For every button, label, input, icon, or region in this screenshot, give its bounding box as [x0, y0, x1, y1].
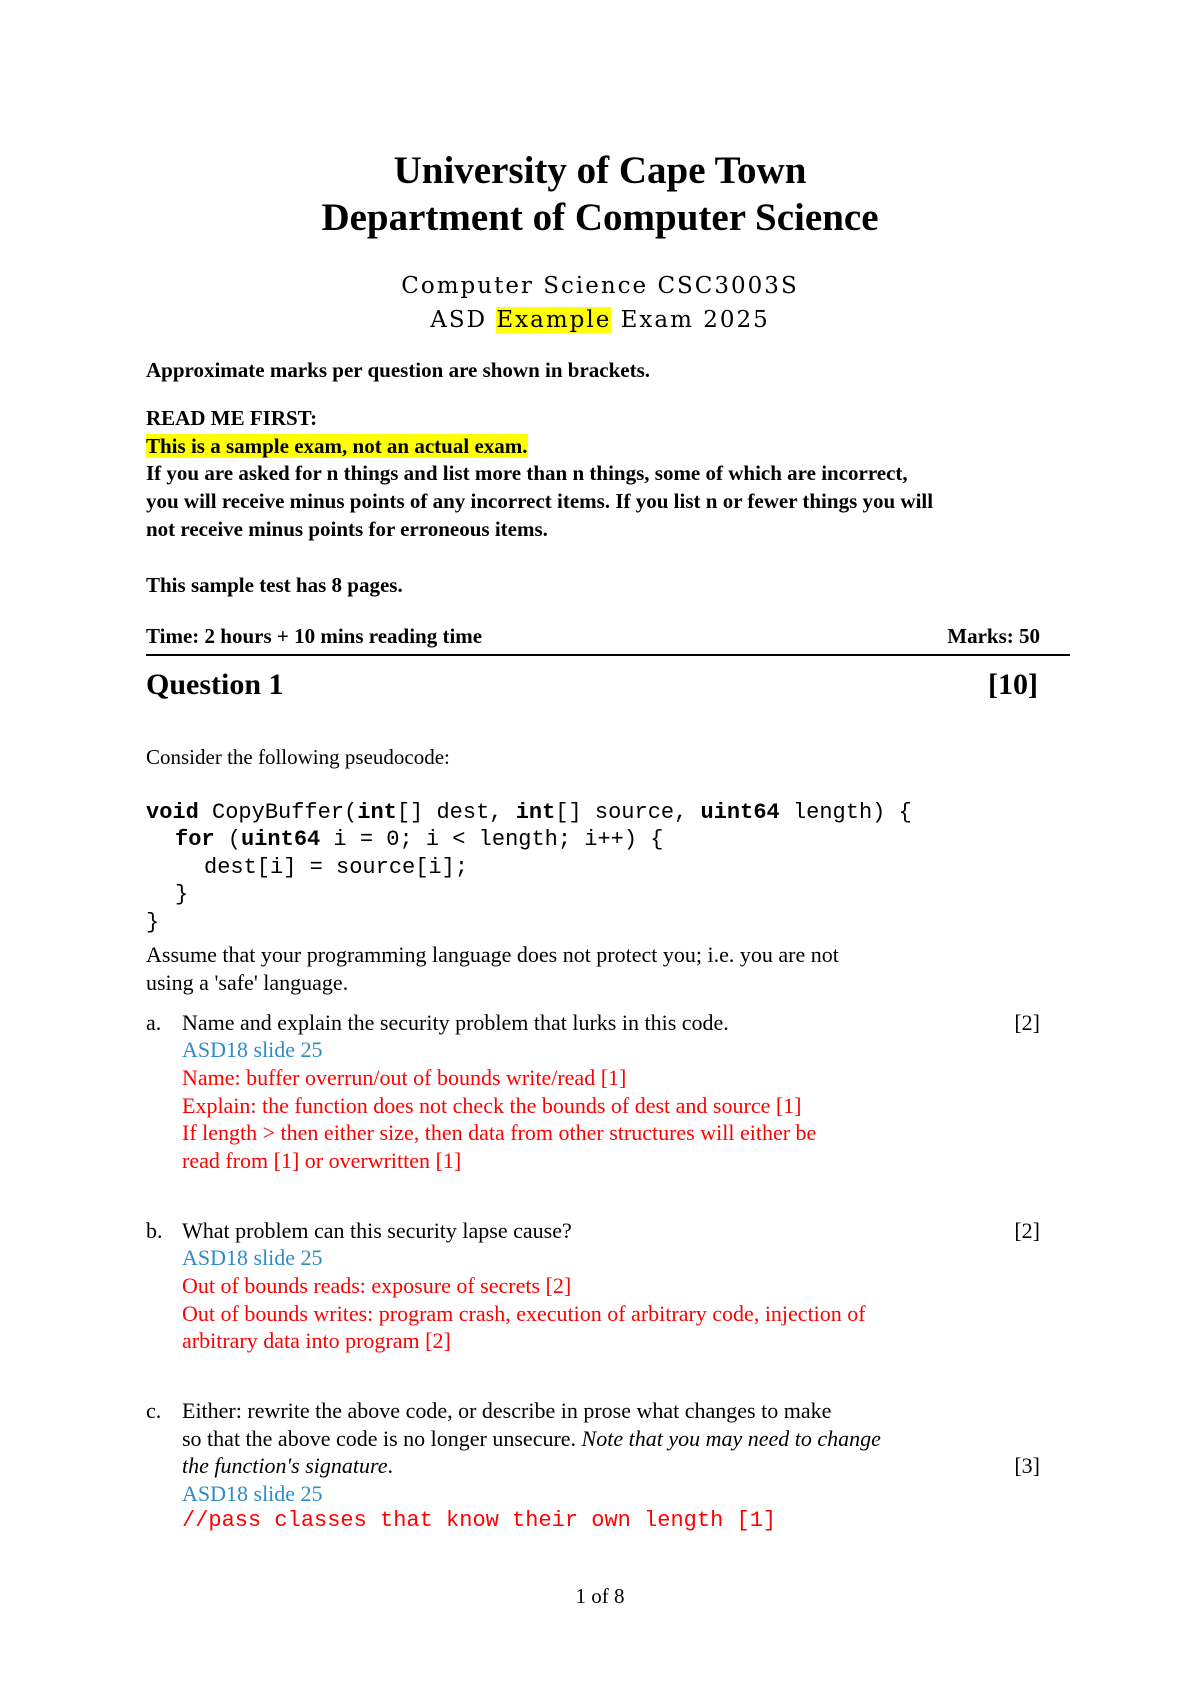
part-a-answer-4: read from [1] or overwritten [1] — [182, 1148, 462, 1173]
part-c-reference: ASD18 slide 25 — [182, 1481, 323, 1506]
part-c-marks: [3] — [1014, 1453, 1040, 1478]
code-text: [] source, — [555, 800, 701, 825]
part-a-answer-3: If length > then either size, then data from other structures will either be — [182, 1120, 817, 1145]
code-text: CopyBuffer( — [198, 800, 358, 825]
code-text: [] dest, — [396, 800, 516, 825]
part-b-answer-3: arbitrary data into program [2] — [182, 1328, 451, 1353]
code-text: i = 0; i < length; i++) { — [320, 827, 664, 852]
sample-note-text: This is a sample exam, not an actual exam. — [146, 434, 528, 458]
exam-highlight: Example — [496, 307, 612, 333]
code-text: length) { — [779, 800, 912, 825]
code-line-1 — [146, 800, 912, 825]
rules-line-2: you will receive minus points of any incorrect items. If you list n or fewer things you will — [146, 489, 934, 513]
code-text: ( — [214, 827, 242, 852]
total-marks-label: Marks: 50 — [947, 624, 1040, 648]
part-a-marks: [2] — [1014, 1010, 1040, 1035]
code-keyword: int — [515, 800, 556, 825]
page-number: 1 of 8 — [575, 1584, 625, 1608]
part-b-answer-2: Out of bounds writes: program crash, execution of arbitrary code, injection of — [182, 1301, 866, 1326]
code-line-3: dest[i] = source[i]; — [204, 855, 469, 880]
code-keyword: int — [357, 800, 397, 825]
part-a-question: Name and explain the security problem that lurks in this code. — [182, 1010, 729, 1035]
code-keyword: uint64 — [700, 800, 780, 825]
marks-note: Approximate marks per question are shown in brackets. — [146, 358, 651, 382]
part-c-question-text: so that the above code is no longer unsecure. — [182, 1426, 582, 1451]
part-a-answer-1: Name: buffer overrun/out of bounds write/read [1] — [182, 1065, 627, 1090]
code-keyword: for — [175, 827, 215, 852]
exam-suffix: Exam 2025 — [611, 307, 770, 333]
part-b-label: b. — [146, 1218, 163, 1243]
part-c-question-note: Note that you may need to change — [581, 1426, 881, 1451]
assume-line-1: Assume that your programming language does not protect you; i.e. you are not — [146, 942, 839, 967]
code-line-5: } — [146, 910, 160, 935]
code-keyword: void — [146, 800, 199, 825]
part-a-reference: ASD18 slide 25 — [182, 1037, 323, 1062]
course-line: Computer Science CSC3003S — [401, 273, 799, 299]
university-title: University of Cape Town — [393, 149, 807, 192]
part-b-marks: [2] — [1014, 1218, 1040, 1243]
assume-line-2: using a 'safe' language. — [146, 970, 349, 995]
part-c-question-line-3 — [182, 1453, 393, 1479]
question-1-title: Question 1 — [146, 668, 284, 701]
exam-line — [0, 307, 1200, 333]
part-c-label: c. — [146, 1398, 162, 1423]
department-title: Department of Computer Science — [321, 196, 879, 239]
part-c-question-line-1: Either: rewrite the above code, or describe in prose what changes to make — [182, 1398, 832, 1423]
header-divider — [146, 654, 1070, 656]
code-line-4: } — [175, 882, 189, 907]
exam-prefix: ASD — [430, 307, 497, 333]
pages-note: This sample test has 8 pages. — [146, 573, 403, 597]
part-a-label: a. — [146, 1010, 162, 1035]
rules-line-3: not receive minus points for erroneous items. — [146, 517, 548, 541]
part-c-question-note-end: the function's signature — [182, 1453, 388, 1478]
code-keyword: uint64 — [241, 827, 321, 852]
part-c-question-period: . — [387, 1453, 394, 1478]
part-c-question-line-2 — [182, 1426, 881, 1452]
rules-line-1: If you are asked for n things and list more than n things, some of which are incorrect, — [146, 461, 908, 485]
question-1-prompt: Consider the following pseudocode: — [146, 745, 450, 769]
part-b-reference: ASD18 slide 25 — [182, 1245, 323, 1270]
part-a-answer-2: Explain: the function does not check the bounds of dest and source [1] — [182, 1093, 802, 1118]
part-b-answer-1: Out of bounds reads: exposure of secrets [2] — [182, 1273, 572, 1298]
code-line-2 — [175, 827, 664, 852]
read-me-heading: READ ME FIRST: — [146, 406, 318, 430]
question-1-marks: [10] — [988, 668, 1038, 701]
time-label: Time: 2 hours + 10 mins reading time — [146, 624, 483, 648]
part-b-question: What problem can this security lapse cause? — [182, 1218, 572, 1243]
part-c-code-answer: //pass classes that know their own length [1] — [182, 1508, 777, 1533]
sample-note — [146, 434, 528, 459]
